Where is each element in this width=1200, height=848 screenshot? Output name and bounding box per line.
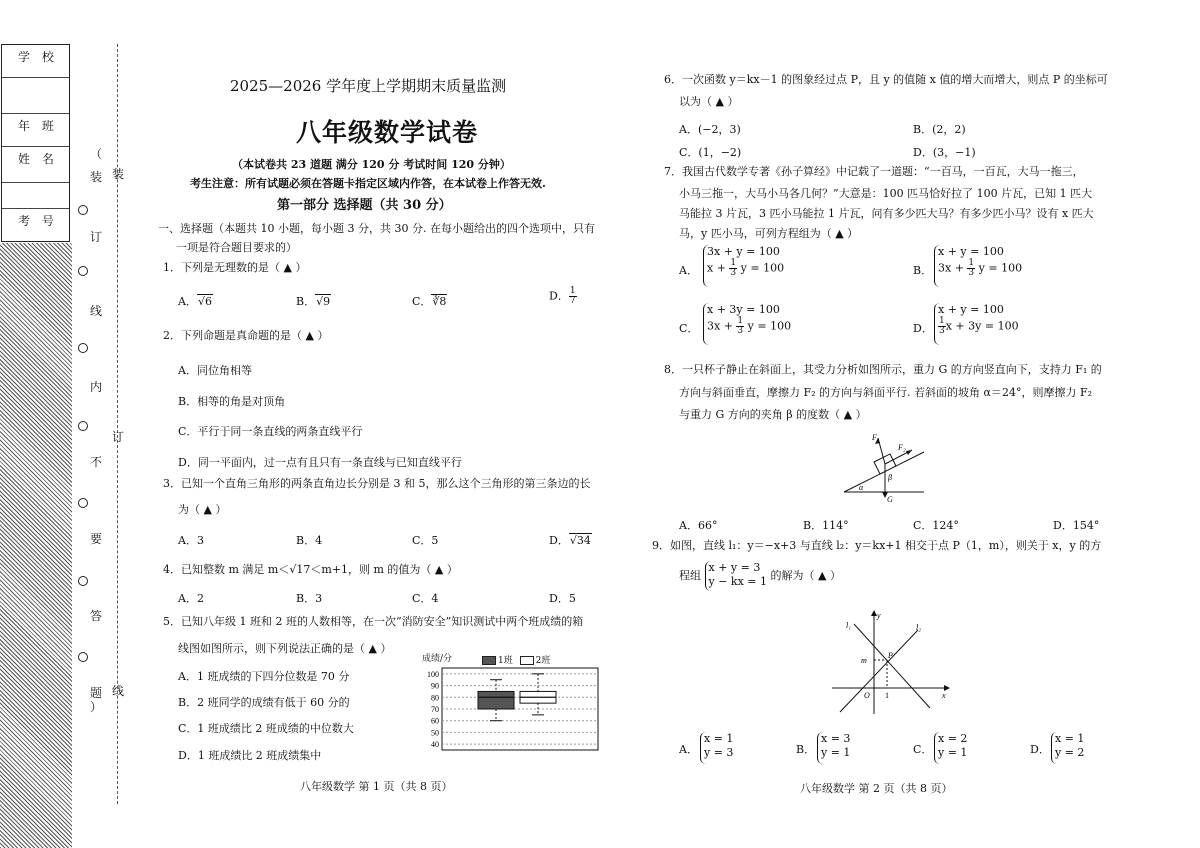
q2-option-a: A．同位角相等	[178, 364, 252, 377]
q9-option-c: x = 2 y = 1	[934, 732, 967, 764]
binding-hole	[78, 652, 88, 662]
binding-hole	[78, 421, 88, 431]
question-8-stem: 与重力 G 方向的夹角 β 的度数（ ▲ ）	[679, 408, 867, 421]
binding-char-inner: 订	[112, 430, 125, 444]
question-8-stem: 方向与斜面垂直，摩擦力 F₂ 的方向与斜面平行. 若斜面的坡角 α＝24°，则摩擦力 F₂	[679, 386, 1092, 399]
q4-option-d: D．5	[549, 592, 576, 605]
binding-char-inner: 线	[112, 684, 125, 698]
q3-option-c: C．5	[412, 534, 439, 547]
question-3-stem: 为（ ▲ ）	[178, 503, 227, 516]
question-7-stem: 马能拉 3 片瓦，3 匹小马能拉 1 片瓦，问有多少匹大马？有多少匹小马？设有 x 匹大	[679, 207, 1094, 220]
q4-option-b: B．3	[296, 592, 323, 605]
origin-label: O	[864, 691, 870, 700]
q8-option-c: C．124°	[913, 519, 959, 532]
binding-char: 线	[90, 304, 103, 318]
q4-option-a: A．2	[178, 592, 204, 605]
page-footer: 八年级数学 第 1 页（共 8 页）	[300, 780, 453, 793]
y-tick-label: 50	[431, 728, 439, 738]
q2-option-d: D．同一平面内，过一点有且只有一条直线与已知直线平行	[178, 456, 462, 469]
q9-option-b: x = 3 y = 1	[817, 732, 850, 764]
beta-label: β	[888, 473, 892, 482]
q1-option-a: A．√6	[178, 295, 212, 308]
f1-label: F₁	[872, 433, 880, 442]
binding-hole	[78, 576, 88, 586]
q5-option-a: A．1 班成绩的下四分位数是 70 分	[178, 670, 350, 683]
q9-option-d-label: D．	[1030, 743, 1050, 756]
q6-option-b: B．(2，2)	[913, 123, 966, 136]
name-label: 姓 名	[2, 147, 69, 183]
q8-option-b: B．114°	[803, 519, 849, 532]
q6-option-d: D．(3，−1)	[913, 146, 976, 159]
y-tick-label: 60	[431, 716, 439, 726]
binding-char: ）	[90, 700, 103, 714]
q7-option-b: x + y = 100 3x + $\frac{1}{3}$ y = 100	[934, 245, 1022, 287]
section-intro: 一、选择题（本题共 10 小题，每小题 3 分，共 30 分. 在每小题给出的四个选项中，只有	[158, 222, 595, 235]
force-diagram	[842, 430, 932, 506]
q7-option-b-label: B．	[913, 264, 933, 277]
q5-option-b: B．2 班同学的成绩有低于 60 分的	[178, 696, 350, 709]
question-5-stem: 5．已知八年级 1 班和 2 班的人数相等，在一次“消防安全”知识测试中两个班成绩的箱	[163, 615, 584, 628]
x-axis-label: x	[942, 691, 946, 700]
f2-label: F₂	[898, 443, 906, 452]
m-label: m	[861, 656, 867, 665]
q1-option-d: D． $\frac{1}{7}$	[549, 286, 576, 306]
binding-char: 订	[90, 230, 103, 244]
question-7-stem: 马，y 匹小马，可列方程组为（ ▲ ）	[679, 227, 859, 240]
question-9-stem: 程组 x + y = 3 y − kx = 1 的解为（ ▲ ）	[679, 561, 841, 591]
line-l2	[840, 630, 918, 712]
school-blank	[2, 78, 69, 114]
box-1	[478, 691, 514, 709]
q1-option-c: C．∛8	[412, 295, 447, 308]
binding-char: 不	[90, 455, 103, 469]
part-heading: 第一部分 选择题（共 30 分）	[277, 198, 452, 213]
q8-option-d: D．154°	[1053, 519, 1100, 532]
exam-info: （本试卷共 23 道题 满分 120 分 考试时间 120 分钟）	[232, 158, 511, 171]
binding-hatch-pattern	[0, 243, 72, 848]
q6-option-c: C．(1，−2)	[679, 146, 742, 159]
exam-subtitle: 八年级数学试卷	[296, 118, 479, 147]
q2-option-b: B．相等的角是对顶角	[178, 395, 286, 408]
question-5-stem: 线图如图所示，则下列说法正确的是（ ▲ ）	[178, 642, 392, 655]
question-9-stem: 9．如图，直线 l₁：y＝−x+3 与直线 l₂：y＝kx+1 相交于点 P（1，m），则关于 x，y 的方	[652, 539, 1102, 552]
question-3-stem: 3．已知一个直角三角形的两条直角边长分别是 3 和 5，那么这个三角形的第三条边的长	[163, 477, 591, 490]
binding-char: 题	[90, 686, 103, 700]
question-7-stem: 小马三拖一，大马小马各几何？”大意是：100 匹马恰好拉了 100 片瓦，已知 1 匹大	[679, 187, 1093, 200]
binding-hole	[78, 205, 88, 215]
exam-notice: 考生注意：所有试题必须在答题卡指定区域内作答，在本试卷上作答无效.	[190, 177, 546, 190]
lines-graph	[830, 608, 952, 718]
q9-option-a-label: A．	[679, 743, 698, 756]
q3-option-a: A．3	[178, 534, 204, 547]
binding-char: 答	[90, 609, 103, 623]
question-6-stem: 6．一次函数 y＝kx－1 的图象经过点 P，且 y 的值随 x 值的增大而增大，则点 P 的坐标可	[664, 73, 1108, 86]
q7-option-a: 3x + y = 100 x + $\frac{1}{3}$ y = 100	[703, 245, 784, 287]
l2-label: l₂	[916, 623, 922, 632]
y-axis-label: y	[877, 611, 881, 620]
legend-swatch-1	[482, 656, 496, 665]
binding-char: 装	[90, 170, 103, 184]
binding-char-inner: 装	[112, 167, 125, 181]
id-label: 考 号	[18, 214, 58, 228]
g-label: G	[887, 495, 893, 504]
question-4-stem: 4．已知整数 m 满足 m＜√17＜m+1，则 m 的值为（ ▲ ）	[163, 563, 458, 576]
question-6-stem: 以为（ ▲ ）	[679, 95, 739, 108]
binding-hole	[78, 343, 88, 353]
q1-option-b: B．√9	[296, 295, 331, 308]
y-tick-label: 80	[431, 693, 439, 703]
q5-option-c: C．1 班成绩比 2 班成绩的中位数大	[178, 722, 354, 735]
f2-arrowhead	[906, 450, 912, 455]
boxplot-svg	[412, 666, 602, 756]
q2-option-c: C．平行于同一条直线的两条直线平行	[178, 425, 363, 438]
y-tick-label: 70	[431, 705, 439, 714]
q9-option-c-label: C．	[913, 743, 933, 756]
y-tick-label: 100	[427, 669, 439, 679]
q3-option-b: B．4	[296, 534, 323, 547]
binding-char: 要	[90, 532, 103, 546]
question-1-stem: 1．下列是无理数的是（ ▲ ）	[163, 261, 307, 274]
q9-option-b-label: B．	[796, 743, 816, 756]
q6-option-a: A．(−2，3)	[679, 123, 741, 136]
question-2-stem: 2．下列命题是真命题的是（ ▲ ）	[163, 329, 329, 342]
q7-option-a-label: A．	[679, 264, 698, 277]
q4-option-c: C．4	[412, 592, 439, 605]
chart-legend: 1班 2班	[482, 653, 550, 666]
q7-option-d: x + y = 100 $\frac{1}{3}$ x + 3y = 100	[934, 303, 1019, 345]
boxplot-chart	[412, 650, 602, 756]
q7-option-d-label: D．	[913, 322, 933, 335]
y-tick-label: 90	[431, 681, 439, 691]
legend-swatch-2	[520, 656, 534, 665]
school-label: 学 校	[2, 45, 69, 78]
question-7-stem: 7．我国古代数学专著《孙子算经》中记载了一道题：“一百马，一百瓦，大马一拖三，	[664, 165, 1084, 178]
section-intro: 一项是符合题目要求的）	[176, 241, 297, 254]
exam-title: 2025—2026 学年度上学期期末质量监测	[230, 77, 507, 95]
name-blank	[2, 183, 69, 209]
alpha-label: α	[859, 483, 864, 492]
chart-ylabel: 成绩/分	[422, 654, 453, 664]
q3-option-d: D．√34	[549, 534, 591, 547]
binding-char: 内	[90, 380, 103, 394]
binding-hole	[78, 498, 88, 508]
q9-option-d: x = 1 y = 2	[1051, 732, 1084, 764]
student-info-table	[1, 44, 70, 242]
binding-char: （	[90, 147, 103, 161]
binding-hole	[78, 266, 88, 276]
page-footer: 八年级数学 第 2 页（共 8 页）	[800, 782, 953, 795]
l1-label: l₁	[846, 621, 852, 630]
y-tick-label: 40	[431, 740, 439, 750]
q9-option-a: x = 1 y = 3	[700, 732, 733, 764]
class-label: 年 班	[2, 114, 69, 147]
q7-option-c-label: C．	[679, 322, 699, 335]
q7-option-c: x + 3y = 100 3x + $\frac{1}{3}$ y = 100	[703, 303, 791, 345]
q5-option-d: D．1 班成绩比 2 班成绩集中	[178, 749, 322, 762]
q8-option-a: A．66°	[679, 519, 718, 532]
question-8-stem: 8．一只杯子静止在斜面上，其受力分析如图所示，重力 G 的方向竖直向下，支持力 F₁ 的	[664, 363, 1102, 376]
p-label: P	[888, 651, 893, 660]
x-tick-1: 1	[885, 691, 889, 700]
